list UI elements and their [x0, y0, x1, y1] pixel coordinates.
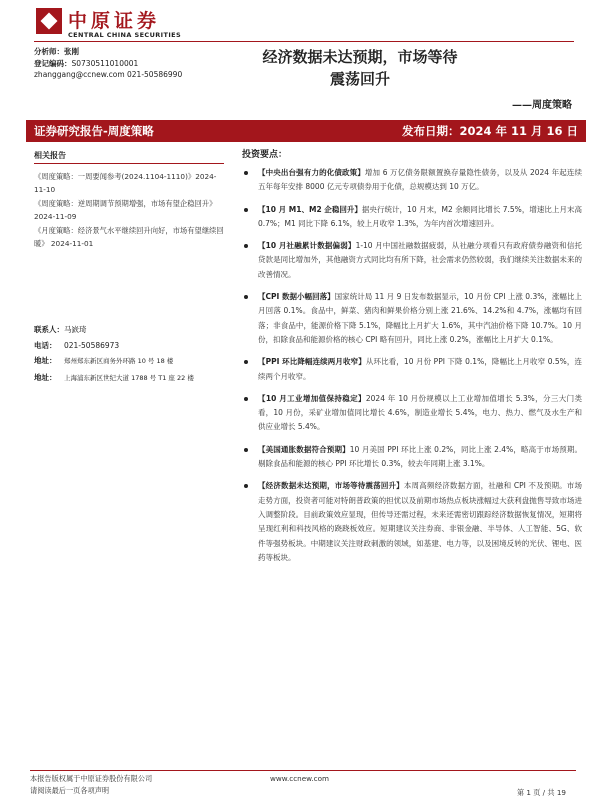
analyst-name: 分析师：张刚 [34, 47, 79, 56]
point-text: 据央行统计，10 月末，M2 余额同比增长 7.5%，增速比上月末高 0.7%；M1 同比下降 6.1%，较上月收窄 1.3%，为年内首次增速回升。 [258, 204, 582, 228]
bullet-icon [244, 360, 248, 364]
contact-addr2-label: 地址： [34, 372, 57, 382]
point-item [242, 479, 582, 565]
bullet-icon [244, 244, 248, 248]
analyst-contact: zhanggang@ccnew.com 021-50586990 [34, 70, 183, 79]
point-highlight: 【10 月工业增加值保持稳定】 [258, 393, 366, 403]
point-highlight: 【美国通胀数据符合预期】 [258, 444, 350, 454]
point-text: 从环比看，10 月份 PPI 下降 0.1%，降幅比上月收窄 0.5%，连续两个月收窄。 [258, 357, 582, 381]
logo-en-text: CENTRAL CHINA SECURITIES [68, 31, 182, 39]
analyst-reg-code: S0730511010001 [71, 58, 139, 68]
point-item [242, 239, 582, 282]
bullet-icon [244, 484, 248, 488]
logo-cn-text: 中原证券 [68, 10, 161, 32]
footer-copyright: 本报告版权属于中原证券股份有限公司 [30, 774, 153, 783]
investment-points [242, 147, 582, 573]
contact-name-label: 联系人： [34, 325, 64, 334]
related-report-item[interactable]: 《月度策略：经济景气水平继续回升向好，市场有望继续回暖》 2024-11-01 [34, 226, 224, 248]
points-title: 投资要点： [242, 150, 288, 160]
point-item [242, 443, 582, 472]
point-text: 10 月美国 PPI 环比上涨 0.2%，同比上涨 2.4%，略高于市场预期。剔除食品和能源的核心 PPI 环比增长 0.3%，较去年同期上涨 3.1%。 [258, 444, 583, 469]
related-reports-title: 相关报告 [34, 150, 224, 164]
bullet-icon [244, 448, 248, 452]
point-item [242, 290, 582, 347]
point-highlight: 【中央出台强有力的化债政策】 [258, 168, 365, 177]
report-type: ——周度策略 [512, 100, 572, 111]
point-item [242, 203, 582, 232]
point-text: 国家统计局 11 月 9 日发布数据显示，10 月份 CPI 上涨 0.3%，涨幅比上月回落 0.1%。食品中，鲜菜、猪肉和鲜果价格分别上涨 21.6%、14.2%和 4.7%，涨幅均有回落；非食品中，能源价格下降 5.1%，降幅比上月扩大 1.6%，其中汽油价格下降 10.7%。10 月份，扣除食品和能源价格的核心 CPI 略有回升，同比上涨 0.2%，涨幅比上月扩大 0.1%。 [258, 292, 582, 344]
point-text: 2024 年 10 月份规模以上工业增加值增长 5.3%，分三大门类看，10 月份，采矿业增加值同比增长 4.6%，制造业增长 5.4%，电力、热力、燃气及水生产和供应业增长 5.4%。 [258, 393, 582, 432]
bullet-icon [244, 208, 248, 212]
footer-disclaimer: 请阅读最后一页各项声明 [30, 786, 110, 795]
contact-addr1-label: 地址： [34, 356, 57, 365]
report-banner [26, 120, 586, 142]
point-text: 1-10 月中国社融数据疲弱，从社融分项看只有政府债券融资和信托贷款是同比增加外，其他融资方式同比均有所下降，社会需求仍然较弱，我们继续关注数据未来的改善情况。 [258, 241, 582, 279]
report-title [230, 46, 490, 90]
footer-divider [30, 770, 576, 771]
contact-info [34, 322, 194, 386]
company-logo [36, 8, 192, 42]
point-highlight: 【经济数据未达预期，市场等待震荡回升】 [258, 481, 404, 491]
point-highlight: 【10 月社融累计数据偏弱】 [258, 241, 356, 251]
related-report-item[interactable]: 《周度策略：逆周期调节预期增强，市场有望企稳回升》 2024-11-09 [34, 199, 217, 221]
page-number: 第 1 页 / 共 19 [516, 788, 566, 797]
point-highlight: 【CPI 数据小幅回落】 [258, 292, 335, 302]
contact-phone: 021-50586973 [64, 340, 120, 350]
bullet-icon [244, 295, 248, 299]
contact-phone-label: 电话： [34, 340, 57, 350]
point-item [242, 392, 582, 435]
point-item [242, 166, 582, 195]
header-divider [34, 41, 574, 42]
title-line-1: 经济数据未达预期，市场等待 [262, 48, 458, 66]
banner-date: 发布日期：2024 年 11 月 16 日 [401, 124, 578, 138]
contact-addr2: 上海浦东新区世纪大道 1788 号 T1 座 22 楼 [64, 373, 194, 382]
title-line-2: 震荡回升 [329, 70, 390, 88]
point-highlight: 【10 月 M1、M2 企稳回升】 [258, 204, 362, 214]
logo-mark-icon [36, 8, 62, 34]
analyst-reg-label: 登记编码： [34, 58, 72, 68]
point-text: 增加 6 万亿债务限额置换存量隐性债务，以及从 2024 年起连续五年每年安排 8000 亿元专项债券用于化债，总规模达到 10 万亿。 [258, 168, 582, 192]
point-highlight: 【PPI 环比降幅连续两月收窄】 [258, 357, 366, 367]
contact-name: 马嶔琦 [64, 325, 87, 334]
footer-website-link[interactable]: www.ccnew.com [270, 774, 329, 783]
related-reports [34, 150, 224, 251]
banner-category: 证券研究报告-周度策略 [34, 124, 154, 138]
bullet-icon [244, 171, 248, 175]
point-text: 本周高频经济数据方面，社融和 CPI 不及预期。市场走势方面，投资者可能对特朗普政策的担忧以及前期市场热点板块涨幅过大获利盘抛售导致市场进入调整阶段。目前政策效应显现，但传导还需过程，未来还需密切跟踪经济数据恢复情况，短期将呈现红利和科技风格的跷跷板效应。短期建议关注券商、非银金融、半导体、人工智能、5G、软件等强势板块。中期建议关注财政刺激的领域，如基建、电力等，以及困境反转的光伏、锂电、医药等板块。 [258, 481, 582, 562]
related-report-item[interactable]: 《周度策略：一周要闻参考(2024.1104-1110)》2024-11-10 [34, 172, 217, 194]
point-item [242, 355, 582, 384]
bullet-icon [244, 397, 248, 401]
contact-addr1: 郑州郑东新区商务外环路 10 号 18 楼 [64, 357, 174, 365]
analyst-info [34, 46, 182, 81]
